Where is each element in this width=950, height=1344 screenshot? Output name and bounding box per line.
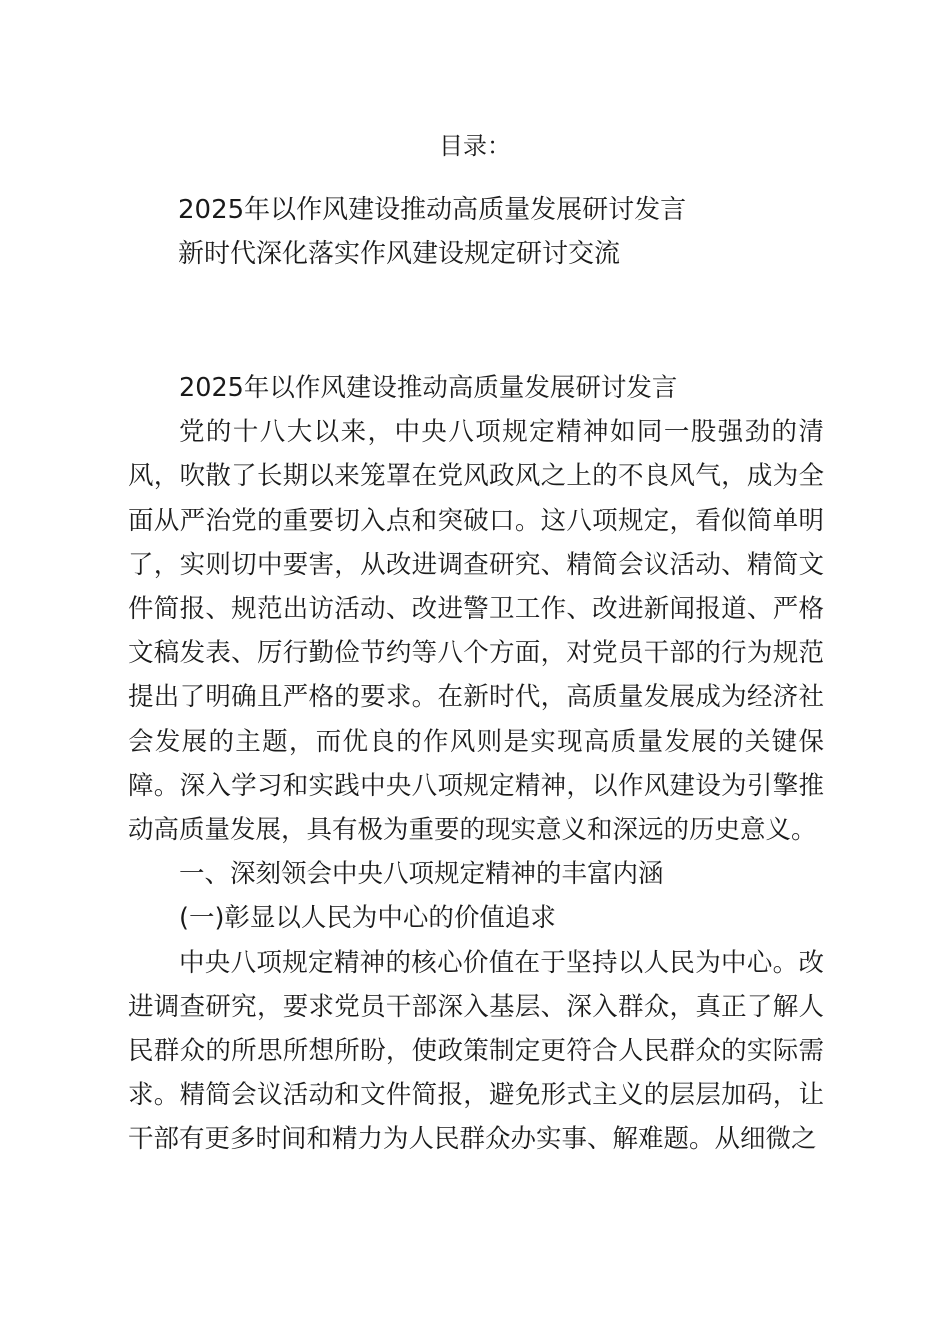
- article-title: 2025年以作风建设推动高质量发展研讨发言: [179, 373, 678, 403]
- subsection-heading: (一)彰显以人民为中心的价值追求: [179, 903, 556, 934]
- toc-item[interactable]: 2025年以作风建设推动高质量发展研讨发言: [178, 195, 687, 225]
- toc-item[interactable]: 新时代深化落实作风建设规定研讨交流: [178, 239, 621, 269]
- toc-title: 目录：: [439, 132, 511, 160]
- table-of-contents: [178, 188, 686, 276]
- section-heading: 一、深刻领会中央八项规定精神的丰富内涵: [179, 859, 664, 890]
- intro-paragraph: 党的十八大以来，中央八项规定精神如同一股强劲的清风，吹散了长期以来笼罩在党风政风之上的不良风气，成为全面从严治党的重要切入点和突破口。这八项规定，看似简单明了，实则切中要害，从改进调查研究、精简会议活动、精简文件简报、规范出访活动、改进警卫工作、改进新闻报道、严格文稿发表、厉行勤俭节约等八个方面，对党员干部的行为规范提出了明确且严格的要求。在新时代，高质量发展成为经济社会发展的主题，而优良的作风则是实现高质量发展的关键保障。深入学习和实践中央八项规定精神，以作风建设为引擎推动高质量发展，具有极为重要的现实意义和深远的历史意义。: [128, 417, 824, 846]
- body-paragraph: 中央八项规定精神的核心价值在于坚持以人民为中心。改进调查研究，要求党员干部深入基层、深入群众，真正了解人民群众的所思所想所盼，使政策制定更符合人民群众的实际需求。精简会议活动和文件简报，避免形式主义的层层加码，让干部有更多时间和精力为人民群众办实事、解难题。从细微之: [128, 947, 824, 1155]
- article-body: [128, 366, 824, 1162]
